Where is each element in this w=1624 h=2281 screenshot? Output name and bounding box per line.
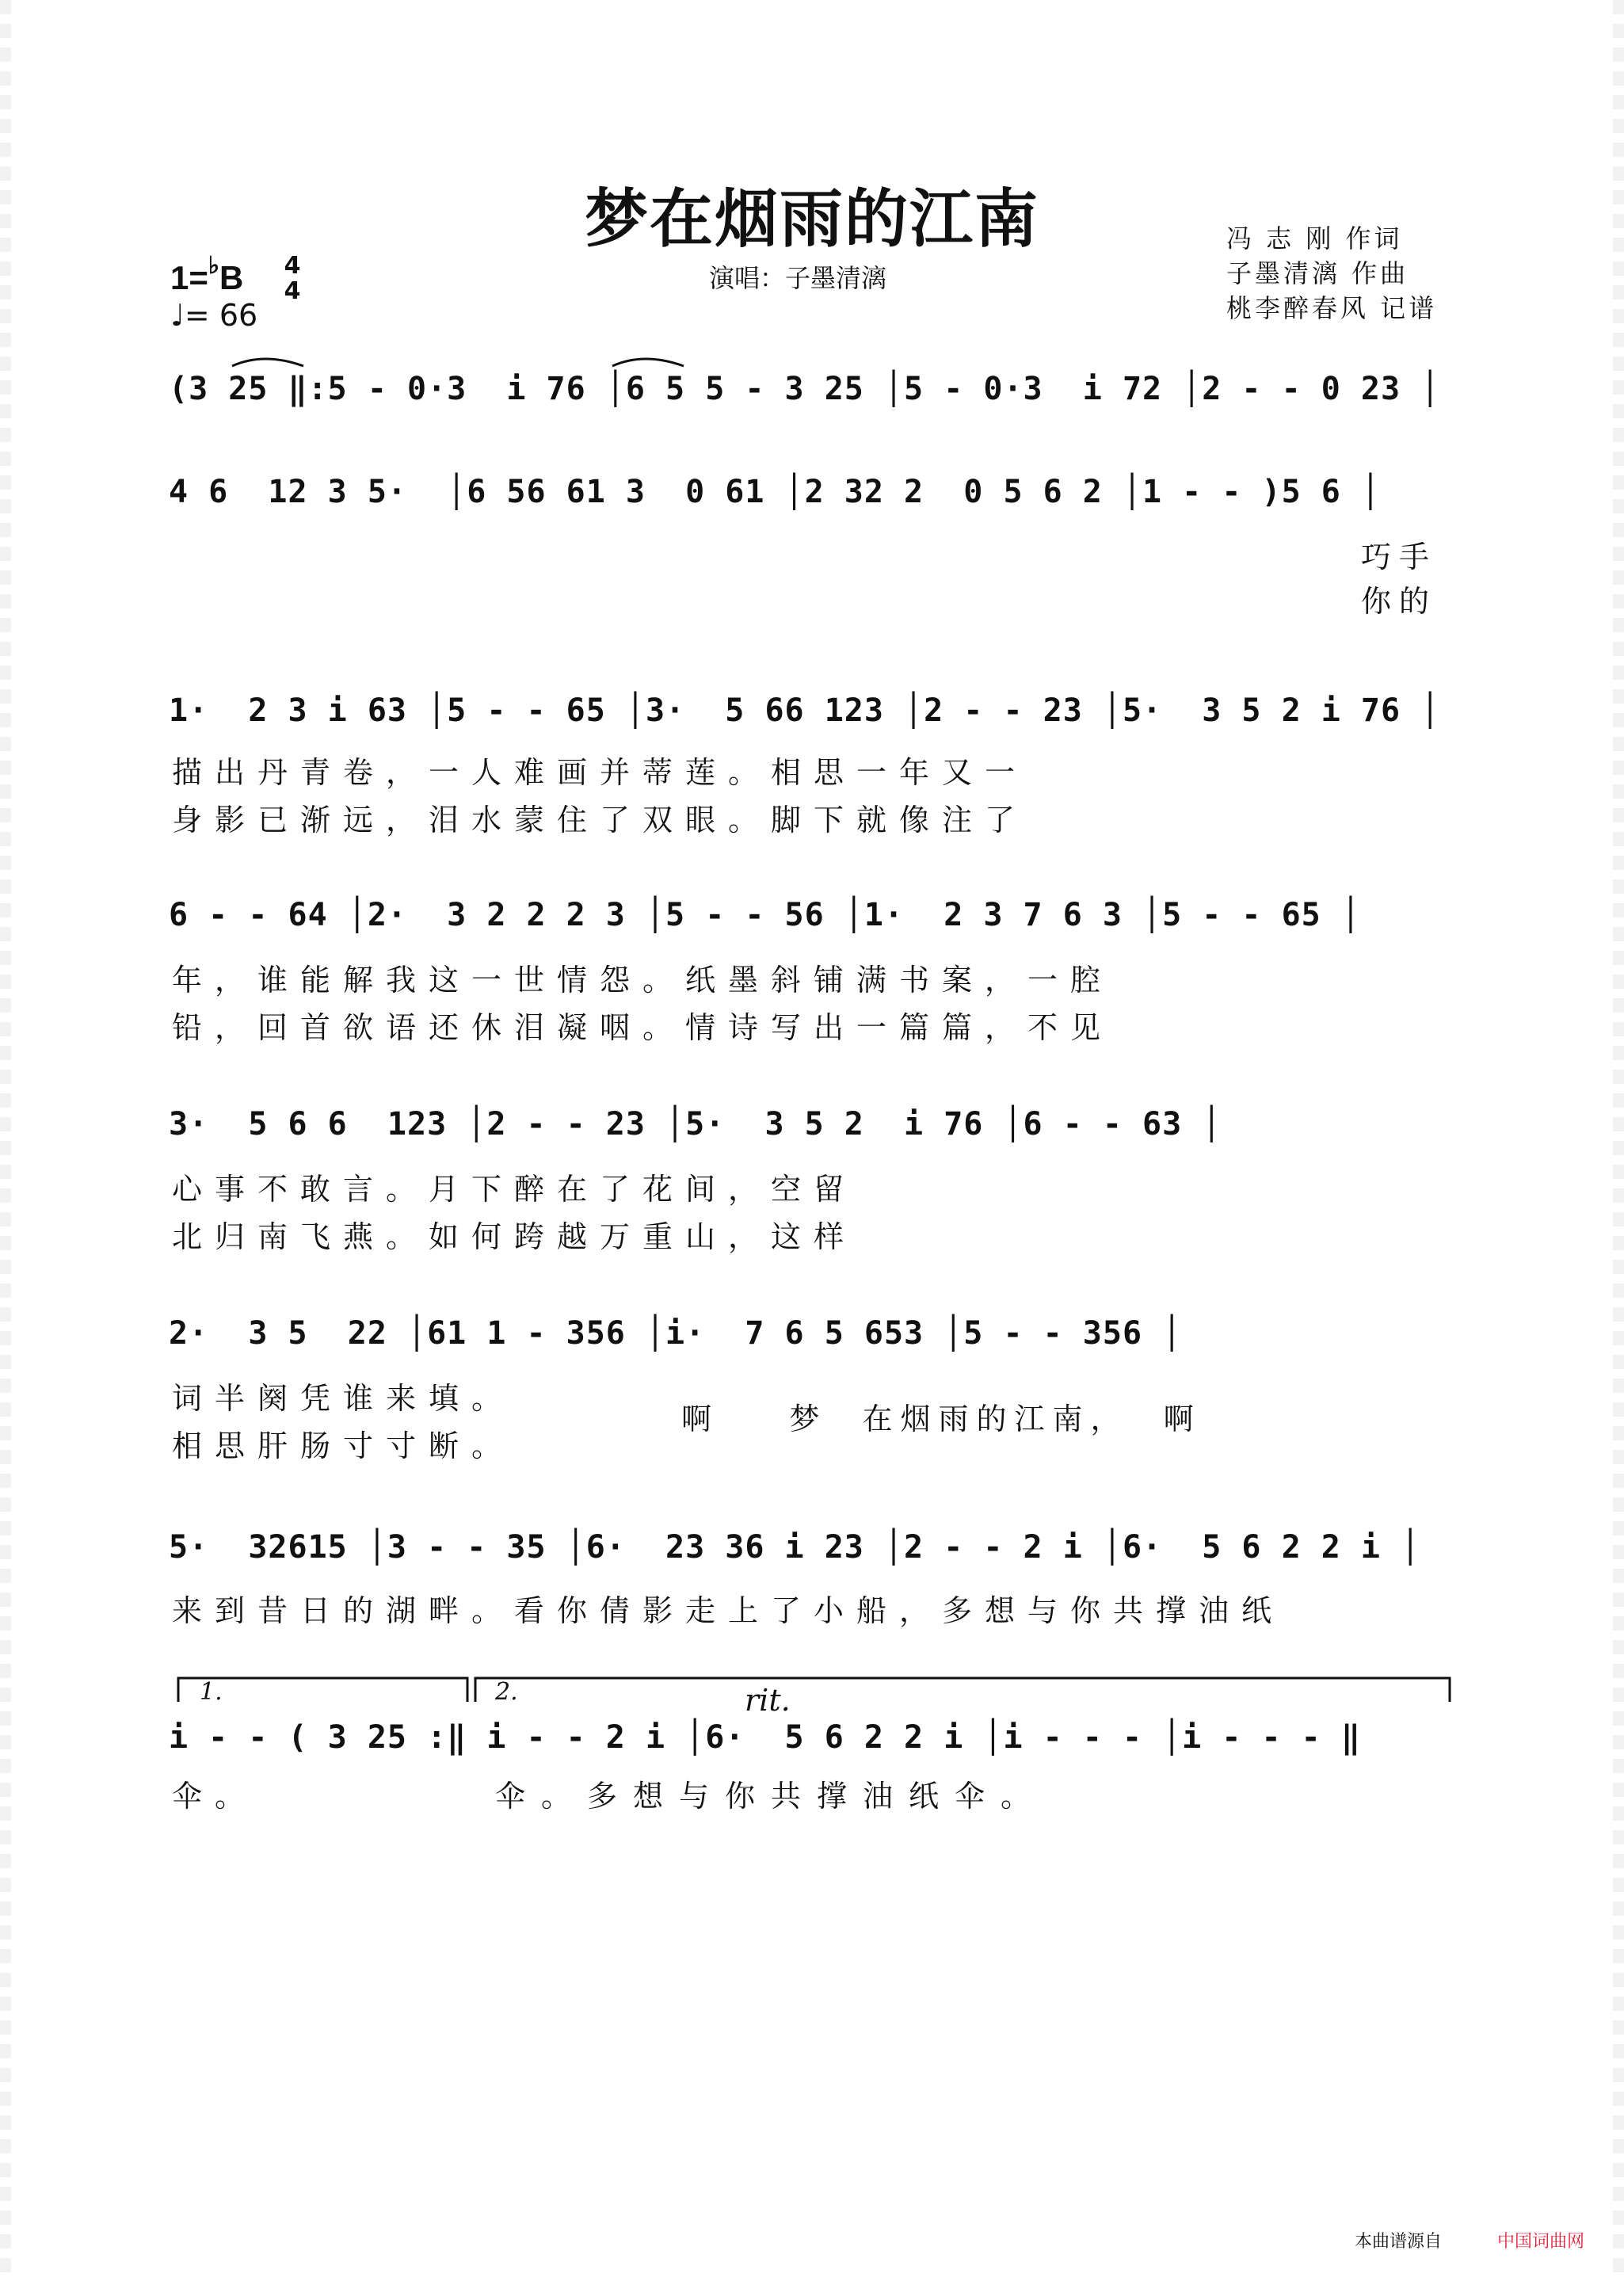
time-top: 4 <box>284 252 301 280</box>
slur-marks <box>169 371 1460 418</box>
notation-line: 6 - - 64 │2· 3 2 2 2 3 │5 - - 56 │1· 2 3 7 6 3 │5 - - 65 │ <box>169 897 1361 933</box>
score-row-2 <box>169 474 1460 521</box>
lyric-row7: 来到昔日的湖畔。看你倩影走上了小船，多想与你共撑油纸 <box>172 1593 1285 1628</box>
singer-credit: 演唱：子墨清漓 <box>709 263 887 293</box>
time-bottom: 4 <box>284 277 301 305</box>
flat-icon: ♭ <box>208 253 220 279</box>
left-margin-strip <box>0 0 11 2281</box>
notation-line: (3 25 ‖:5 - 0·3 i 76 │6 5 5 - 3 25 │5 - 0·3 i 72 │2 - - 0 23 │ <box>169 371 1441 407</box>
first-ending-label: 1. <box>200 1678 223 1706</box>
lyric-row5-v1: 心事不敢言。月下醉在了花间，空留 <box>172 1172 857 1207</box>
notation-line: 2· 3 5 22 │61 1 - 356 │i· 7 6 5 653 │5 - - 356 │ <box>169 1315 1183 1352</box>
lyric-intro-v2: 你的 <box>1361 584 1438 619</box>
score-row-5 <box>169 1106 1460 1154</box>
volta-brackets <box>0 1672 1624 1703</box>
lyric-row8-first: 伞。 <box>172 1779 258 1814</box>
score-row-4 <box>169 897 1460 944</box>
notation-line: 3· 5 6 6 123 │2 - - 23 │5· 3 5 2 i 76 │6 - - 63 │ <box>169 1106 1222 1142</box>
key-signature <box>170 252 243 297</box>
ritardando-mark: rit. <box>745 1683 791 1718</box>
time-signature <box>281 254 303 304</box>
composer-credit: 子墨清漓 作曲 <box>1226 258 1409 288</box>
lyric-row4-v1: 年，谁能解我这一世情怨。纸墨斜铺满书案，一腔 <box>172 963 1114 997</box>
key-note: B <box>219 259 244 296</box>
notation-line: i - - ( 3 25 :‖ i - - 2 i │6· 5 6 2 2 i │i - - - │i - - - ‖ <box>169 1719 1361 1756</box>
lyric-row8-second: 伞。多想与你共撑油纸伞。 <box>495 1779 1047 1814</box>
lyric-row6-v1: 词半阕凭谁来填。 <box>172 1381 515 1416</box>
score-row-7 <box>169 1529 1460 1577</box>
lyric-row3-v1: 描出丹青卷，一人难画并蒂莲。相思一年又一 <box>172 755 1028 790</box>
footer-site-link[interactable]: 中国词曲网 <box>1497 2232 1585 2252</box>
transcriber-credit: 桃李醉春风 记谱 <box>1226 293 1438 323</box>
footer-source-label: 本曲谱源自 <box>1355 2232 1443 2252</box>
lyric-chorus-line: 啊 梦 在烟雨的江南， 啊 <box>681 1402 1202 1436</box>
lyric-row6-v2: 相思肝肠寸寸断。 <box>172 1428 515 1463</box>
lyric-row4-v2: 铅，回首欲语还休泪凝咽。情诗写出一篇篇，不见 <box>172 1010 1114 1045</box>
score-row-8 <box>169 1719 1460 1767</box>
page-title: 梦在烟雨的江南 <box>585 181 1039 256</box>
lyric-row3-v2: 身影已渐远，泪水蒙住了双眼。脚下就像注了 <box>172 803 1028 837</box>
tempo-mark: ♩= 66 <box>170 298 258 333</box>
lyricist-credit: 冯 志 刚 作词 <box>1226 223 1403 254</box>
notation-line: 1· 2 3 i 63 │5 - - 65 │3· 5 66 123 │2 - - 23 │5· 3 5 2 i 76 │ <box>169 692 1441 729</box>
lyric-intro-v1: 巧手 <box>1361 540 1438 574</box>
score-row-3 <box>169 692 1460 740</box>
notation-line: 4 6 12 3 5· │6 56 61 3 0 61 │2 32 2 0 5 6 2 │1 - - )5 6 │ <box>169 474 1382 510</box>
right-margin-strip <box>1613 0 1624 2281</box>
score-row-1 <box>169 371 1460 418</box>
second-ending-label: 2. <box>495 1678 518 1706</box>
notation-line: 5· 32615 │3 - - 35 │6· 23 36 i 23 │2 - - 2 i │6· 5 6 2 2 i │ <box>169 1529 1421 1566</box>
score-row-6 <box>169 1315 1460 1363</box>
lyric-row5-v2: 北归南飞燕。如何跨越万重山，这样 <box>172 1219 857 1254</box>
key-prefix: 1= <box>170 259 208 296</box>
